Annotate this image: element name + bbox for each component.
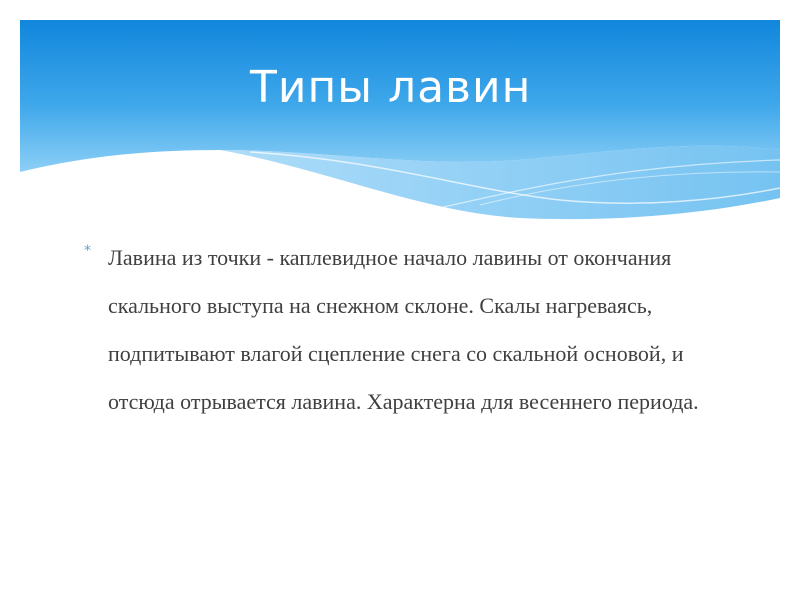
asterisk-bullet-icon: * bbox=[84, 243, 91, 259]
sky-wave-banner bbox=[0, 0, 800, 240]
slide-content bbox=[84, 234, 704, 426]
bullet-text: Лавина из точки - каплевидное начало лавины от окончания скального выступа на снежном склоне. Скалы нагреваясь, подпитывают влагой сцепление снега со скальной основой, и отсюда отрывается лавина. Характерна для весеннего периода. bbox=[108, 245, 699, 414]
slide-title: Типы лавин bbox=[250, 62, 532, 113]
bullet-item bbox=[84, 234, 704, 426]
